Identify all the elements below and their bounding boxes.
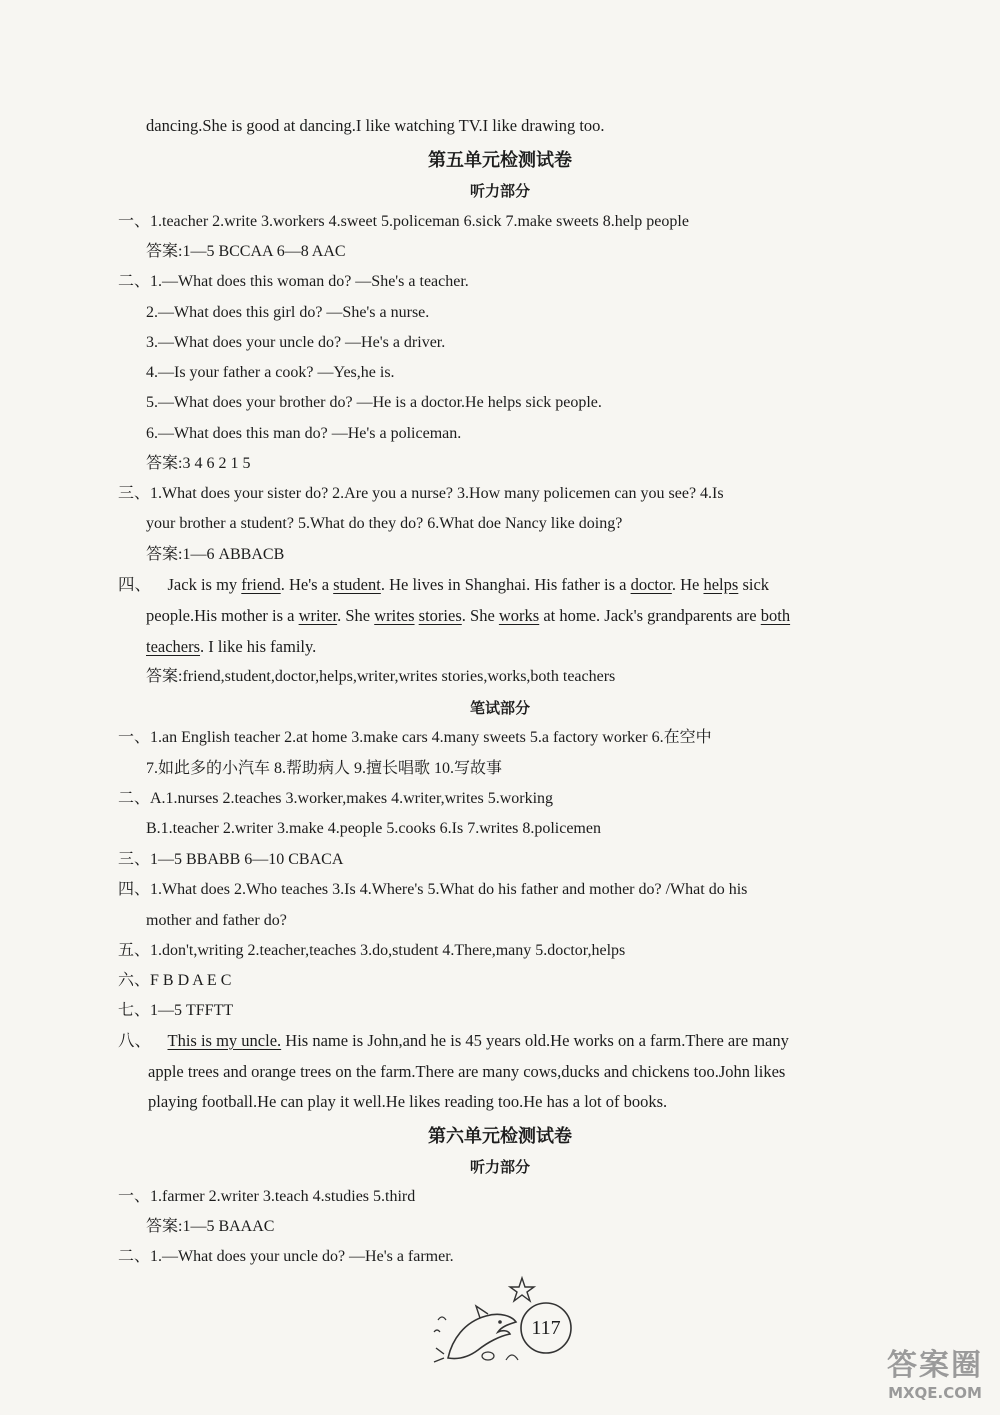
answer-key: 答案:3 4 6 2 1 5 xyxy=(146,455,251,472)
answer-line: your brother a student? 5.What do they do? 6.What doe Nancy like doing? xyxy=(146,515,623,532)
answer-line: 一、1.farmer 2.writer 3.teach 4.studies 5.third xyxy=(118,1188,416,1205)
answer-line: 三、1—5 BBABB 6—10 CBACA xyxy=(118,851,344,868)
underlined-answer: teachers xyxy=(146,637,201,656)
passage-text: people.His mother is a xyxy=(146,606,299,625)
site-watermark xyxy=(870,1340,1000,1415)
answer-line: 一、1.teacher 2.write 3.workers 4.sweet 5.policeman 6.sick 7.make sweets 8.help people xyxy=(118,213,689,230)
unit-6-title: 第六单元检测试卷 xyxy=(428,1126,572,1147)
listening-section-title: 听力部分 xyxy=(469,182,530,200)
underlined-answer: writer xyxy=(298,606,338,625)
passage-line xyxy=(118,575,769,595)
passage-text: . He lives in Shanghai. His father is a xyxy=(380,575,631,594)
answer-line: 四、1.What does 2.Who teaches 3.Is 4.Where's 5.What do his father and mother do? /What do his xyxy=(118,881,748,898)
dialogue-line: 4.—Is your father a cook? —Yes,he is. xyxy=(146,364,395,381)
passage-text: . I like his family. xyxy=(200,637,317,656)
item-label: 八、 xyxy=(118,1031,151,1050)
passage-text: Jack is my xyxy=(167,575,242,594)
answer-key: 答案:1—6 ABBACB xyxy=(146,546,285,563)
dialogue-line: 3.—What does your uncle do? —He's a driver. xyxy=(146,334,446,351)
answer-line: 7.如此多的小汽车 8.帮助病人 9.擅长唱歌 10.写故事 xyxy=(146,760,503,777)
unit-5-title: 第五单元检测试卷 xyxy=(428,150,572,171)
underlined-answer: friend xyxy=(241,575,281,594)
passage-line: apple trees and orange trees on the farm.There are many cows,ducks and chickens too.John likes xyxy=(148,1062,786,1081)
passage-line xyxy=(118,1031,789,1051)
underlined-answer: This is my uncle. xyxy=(167,1031,282,1050)
answer-line: B.1.teacher 2.writer 3.make 4.people 5.cooks 6.Is 7.writes 8.policemen xyxy=(146,820,601,837)
dialogue-line: 二、1.—What does your uncle do? —He's a farmer. xyxy=(118,1248,454,1265)
underlined-answer: both xyxy=(760,606,791,625)
passage-text: . She xyxy=(461,606,499,625)
listening-section-title: 听力部分 xyxy=(469,1158,530,1176)
answer-line: 二、A.1.nurses 2.teaches 3.worker,makes 4.writer,writes 5.working xyxy=(118,790,554,807)
passage-line xyxy=(146,606,790,626)
underlined-answer: writes xyxy=(374,606,415,625)
item-label: 四、 xyxy=(118,575,151,594)
text-line: dancing.She is good at dancing.I like watching TV.I like drawing too. xyxy=(146,116,605,135)
answer-line: 五、1.don't,writing 2.teacher,teaches 3.do,student 4.There,many 5.doctor,helps xyxy=(118,942,626,959)
dialogue-line: 5.—What does your brother do? —He is a doctor.He helps sick people. xyxy=(146,394,602,411)
underlined-answer: helps xyxy=(703,575,739,594)
passage-text: His name is John,and he is 45 years old.He works on a farm.There are many xyxy=(281,1031,789,1050)
answer-key: 答案:1—5 BCCAA 6—8 AAC xyxy=(146,243,346,260)
underlined-answer: doctor xyxy=(630,575,672,594)
answer-line: 六、F B D A E C xyxy=(118,972,232,989)
answer-key: 答案:1—5 BAAAC xyxy=(146,1218,275,1235)
dialogue-line: 二、1.—What does this woman do? —She's a teacher. xyxy=(118,273,469,290)
watermark-url: MXQE.COM xyxy=(888,1384,982,1402)
underlined-answer: works xyxy=(498,606,540,625)
answer-line: 三、1.What does your sister do? 2.Are you a nurse? 3.How many policemen can you see? 4.Is xyxy=(118,485,724,502)
passage-line xyxy=(146,637,316,657)
passage-text: at home. Jack's grandparents are xyxy=(539,606,761,625)
passage-text: . She xyxy=(337,606,375,625)
passage-text: . He's a xyxy=(280,575,334,594)
passage-text: . He xyxy=(671,575,704,594)
underlined-answer: student xyxy=(333,575,381,594)
answer-line: mother and father do? xyxy=(146,912,287,929)
answer-line: 一、1.an English teacher 2.at home 3.make cars 4.many sweets 5.a factory worker 6.在空中 xyxy=(118,729,712,746)
passage-line: playing football.He can play it well.He likes reading too.He has a lot of books. xyxy=(148,1092,668,1111)
dialogue-line: 2.—What does this girl do? —She's a nurse. xyxy=(146,304,430,321)
page-number: 117 xyxy=(531,1317,561,1339)
watermark-logo-text: 答案圈 xyxy=(887,1348,983,1383)
page-footer xyxy=(430,1270,580,1370)
passage-text: sick xyxy=(738,575,770,594)
dialogue-line: 6.—What does this man do? —He's a policeman. xyxy=(146,425,462,442)
answer-line: 七、1—5 TFFTT xyxy=(118,1002,234,1019)
answer-key: 答案:friend,student,doctor,helps,writer,writes stories,works,both teachers xyxy=(146,668,616,685)
writing-section-title: 笔试部分 xyxy=(469,699,530,717)
underlined-answer: stories xyxy=(418,606,462,625)
